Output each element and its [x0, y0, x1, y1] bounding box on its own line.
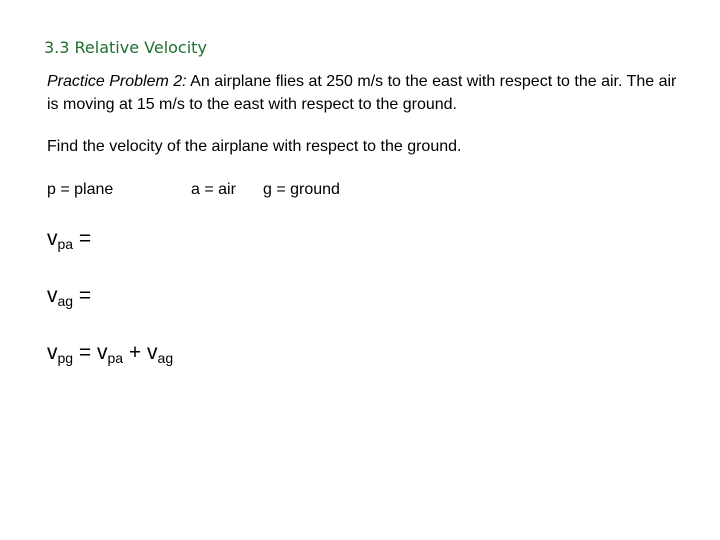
question-text: Find the velocity of the airplane with respect to the ground. — [47, 138, 462, 155]
vag-symbol: v — [47, 284, 58, 307]
term2-subscript: ag — [157, 350, 174, 366]
vpg-subscript: pg — [57, 350, 74, 366]
vpg-symbol: v — [47, 341, 58, 364]
plus-sign: + — [123, 341, 148, 364]
vpa-subscript: pa — [57, 236, 74, 252]
term2-symbol: v — [147, 341, 158, 364]
vpa-equals: = — [73, 227, 92, 250]
vpa-symbol: v — [47, 227, 58, 250]
definition-ground: g = ground — [263, 181, 340, 198]
equation-vpg — [47, 341, 173, 366]
vag-subscript: ag — [57, 293, 74, 309]
term1-symbol: v — [97, 341, 108, 364]
equation-vag — [47, 284, 91, 309]
definition-plane: p = plane — [47, 181, 114, 198]
equation-vpa — [47, 227, 91, 252]
problem-statement — [47, 70, 687, 116]
definition-air: a = air — [191, 181, 236, 198]
problem-label: Practice Problem 2: — [47, 73, 187, 90]
term1-subscript: pa — [107, 350, 124, 366]
problem-text: An airplane flies at 250 m/s to the east with respect to the air. The air is moving at 15 m/s to the east with respect to the ground. — [47, 73, 677, 113]
vpg-equals: = — [73, 341, 98, 364]
slide-title: 3.3 Relative Velocity — [44, 38, 207, 57]
vag-equals: = — [73, 284, 92, 307]
